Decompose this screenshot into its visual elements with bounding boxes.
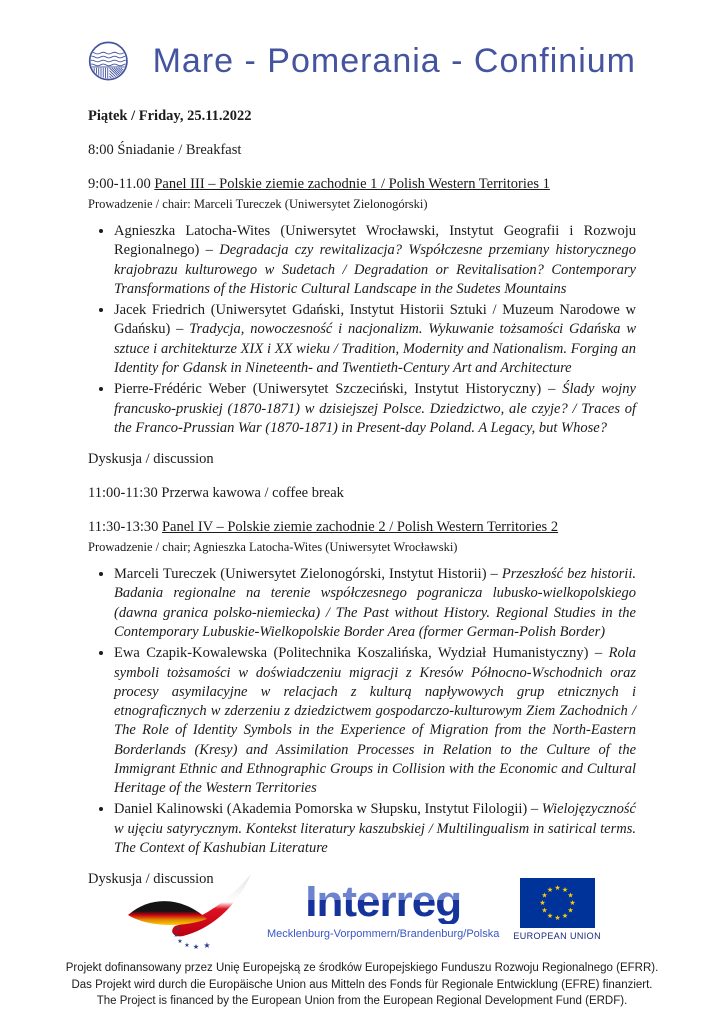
coffee-break-line: 11:00-11:30 Przerwa kawowa / coffee break bbox=[88, 485, 344, 502]
talk-item bbox=[114, 380, 636, 438]
svg-text:★: ★ bbox=[539, 899, 546, 908]
talk-title: Wielojęzyczność w ujęciu satyrycznym. Kontekst literatury kaszubskiej / Multilingualism in satirical terms. The Context of Kashubian Literature bbox=[114, 801, 636, 857]
funding-note bbox=[0, 960, 724, 1010]
eu-flag-block bbox=[513, 878, 601, 941]
panel3-chair: Prowadzenie / chair: Marceli Tureczek (Uniwersytet Zielonogórski) bbox=[88, 197, 428, 211]
interreg-subtitle: Mecklenburg-Vorpommern/Brandenburg/Polska bbox=[267, 927, 500, 940]
funding-line-de: Das Projekt wird durch die Europäische Union aus Mitteln des Fonds für Regionale Entwicklung (EFRE) finanziert. bbox=[71, 978, 653, 991]
breakfast-line: 8:00 Śniadanie / Breakfast bbox=[88, 142, 242, 158]
interreg-logo bbox=[267, 876, 500, 940]
talk-item bbox=[114, 565, 636, 642]
funding-line-en: The Project is financed by the European Union from the European Regional Development Fund (ERDF). bbox=[96, 995, 628, 1008]
talk-item bbox=[114, 222, 636, 299]
date-heading: Piątek / Friday, 25.11.2022 bbox=[88, 108, 252, 124]
svg-text:★: ★ bbox=[173, 931, 179, 939]
panel3-time: 9:00-11.00 bbox=[88, 176, 155, 192]
svg-text:★: ★ bbox=[541, 906, 548, 915]
svg-text:★: ★ bbox=[561, 912, 568, 921]
svg-text:★: ★ bbox=[192, 942, 200, 950]
panel3-talk-list bbox=[88, 222, 636, 438]
talk-title: Rola symboli tożsamości w doświadczeniu migracji z Kresów Północno-Wschodnich oraz procesy asymilacyjne w relacjach z kulturą napływowych grup etnicznych i etnograficznych w zderzeniu z dziedzictwem gospodarczo-kulturowym Ziem Zachodnich / The Role of Identity Symbols in the Experience of Migration from the North-Eastern Borderlands (Kresy) and Assimilation Processes in Relation to the Culture of the Immigrant Ethnic and Ethnographic Groups in Collision with the Economic and Cultural Heritage of the Western Territories bbox=[114, 645, 636, 797]
page-title: Mare - Pomerania - Confinium bbox=[152, 41, 636, 80]
svg-text:★: ★ bbox=[567, 906, 574, 915]
talk-title: Ślady wojny francusko-pruskiej (1870-1871) w dzisiejszej Polsce. Dziedzictwo, ale czyje? / Traces of the Franco-Prussian War (1870-1871) in Present-day Poland. A Legacy, but Whose? bbox=[114, 381, 636, 436]
svg-text:★: ★ bbox=[554, 914, 561, 923]
svg-text:★: ★ bbox=[175, 925, 181, 932]
panel3-discussion: Dyskusja / discussion bbox=[88, 451, 214, 468]
talk-speaker: Agnieszka Latocha-Wites (Uniwersytet Wrocławski, Instytut Geografii i Rozwoju Regionalnego) – bbox=[114, 223, 636, 259]
talk-speaker: Pierre-Frédéric Weber (Uniwersytet Szczeciński, Instytut Historyczny) – bbox=[114, 381, 563, 398]
panel4-chair: Prowadzenie / chair; Agnieszka Latocha-Wites (Uniwersytet Wrocławski) bbox=[88, 540, 458, 555]
interreg-wordmark: Interreg bbox=[305, 876, 462, 926]
svg-text:★: ★ bbox=[554, 884, 561, 893]
svg-text:★: ★ bbox=[177, 937, 183, 945]
svg-text:★: ★ bbox=[546, 886, 553, 895]
panel4-time: 11:30-13:30 bbox=[88, 519, 162, 536]
panel3-title: Panel III – Polskie ziemie zachodnie 1 / Polish Western Territories 1 bbox=[154, 176, 550, 192]
talk-title: Degradacja czy rewitalizacja? Współczesne przemiany historycznego krajobrazu kulturowego w Sudetach / Degradation or Revitalisation? Contemporary Transformations of the Historic Cultural Landscape in the Sudetes Mountains bbox=[114, 242, 636, 297]
talk-speaker: Jacek Friedrich (Uniwersytet Gdański, Instytut Historii Sztuki / Muzeum Narodowe w Gdańsku) – bbox=[114, 302, 636, 338]
mare-sea-field-logo-icon bbox=[88, 25, 129, 97]
eu-flag-icon bbox=[520, 878, 595, 928]
talk-item bbox=[114, 301, 636, 378]
talk-item bbox=[114, 800, 636, 858]
panel3-heading bbox=[88, 176, 636, 193]
talk-item bbox=[114, 644, 636, 798]
panel4-talk-list bbox=[88, 565, 636, 858]
talk-speaker: Daniel Kalinowski (Akademia Pomorska w Słupsku, Instytut Filologii) – bbox=[114, 801, 542, 818]
svg-text:★: ★ bbox=[546, 912, 553, 921]
svg-text:★: ★ bbox=[567, 891, 574, 900]
page-footer bbox=[0, 870, 724, 1010]
eu-label: EUROPEAN UNION bbox=[513, 931, 601, 942]
talk-title: Tradycja, nowoczesność i nacjonalizm. Wykuwanie tożsamości Gdańska w sztuce i architekturze XIX i XX wieku / Tradition, Modernity and Nationalism. Forging an Identity for Gdansk in Nineteenth- and Twentieth-Century Art and Architecture bbox=[114, 321, 636, 376]
talk-speaker: Marceli Tureczek (Uniwersytet Zielonogórski, Instytut Historii) – bbox=[114, 566, 502, 583]
svg-text:★: ★ bbox=[561, 886, 568, 895]
panel4-discussion: Dyskusja / discussion bbox=[88, 871, 214, 888]
svg-text:★: ★ bbox=[541, 891, 548, 900]
footer-logo-row bbox=[0, 870, 724, 950]
talk-title: Przeszłość bez historii. Badania regionalne na terenie współczesnego pogranicza lubusko-wielkopolskiego (dawna granica polsko-niemiecka) / The Past without History. Regional Studies in the Contemporary Lubuskie-Wielkopolskie Border Area (former German-Polish Border) bbox=[114, 566, 636, 640]
panel4-title: Panel IV – Polskie ziemie zachodnie 2 / Polish Western Territories 2 bbox=[161, 519, 559, 536]
panel4-heading bbox=[88, 519, 636, 536]
svg-text:★: ★ bbox=[569, 899, 576, 908]
funding-line-pl: Projekt dofinansowany przez Unię Europejską ze środków Europejskiego Funduszu Rozwoju Regionalnego (EFRR). bbox=[65, 961, 659, 974]
talk-speaker: Ewa Czapik-Kowalewska (Politechnika Koszalińska, Wydział Humanistyczny) – bbox=[114, 645, 609, 662]
svg-text:★: ★ bbox=[184, 941, 190, 949]
masthead bbox=[88, 24, 636, 98]
svg-text:★: ★ bbox=[203, 940, 211, 950]
german-polish-flags-swoosh-icon bbox=[123, 870, 253, 950]
